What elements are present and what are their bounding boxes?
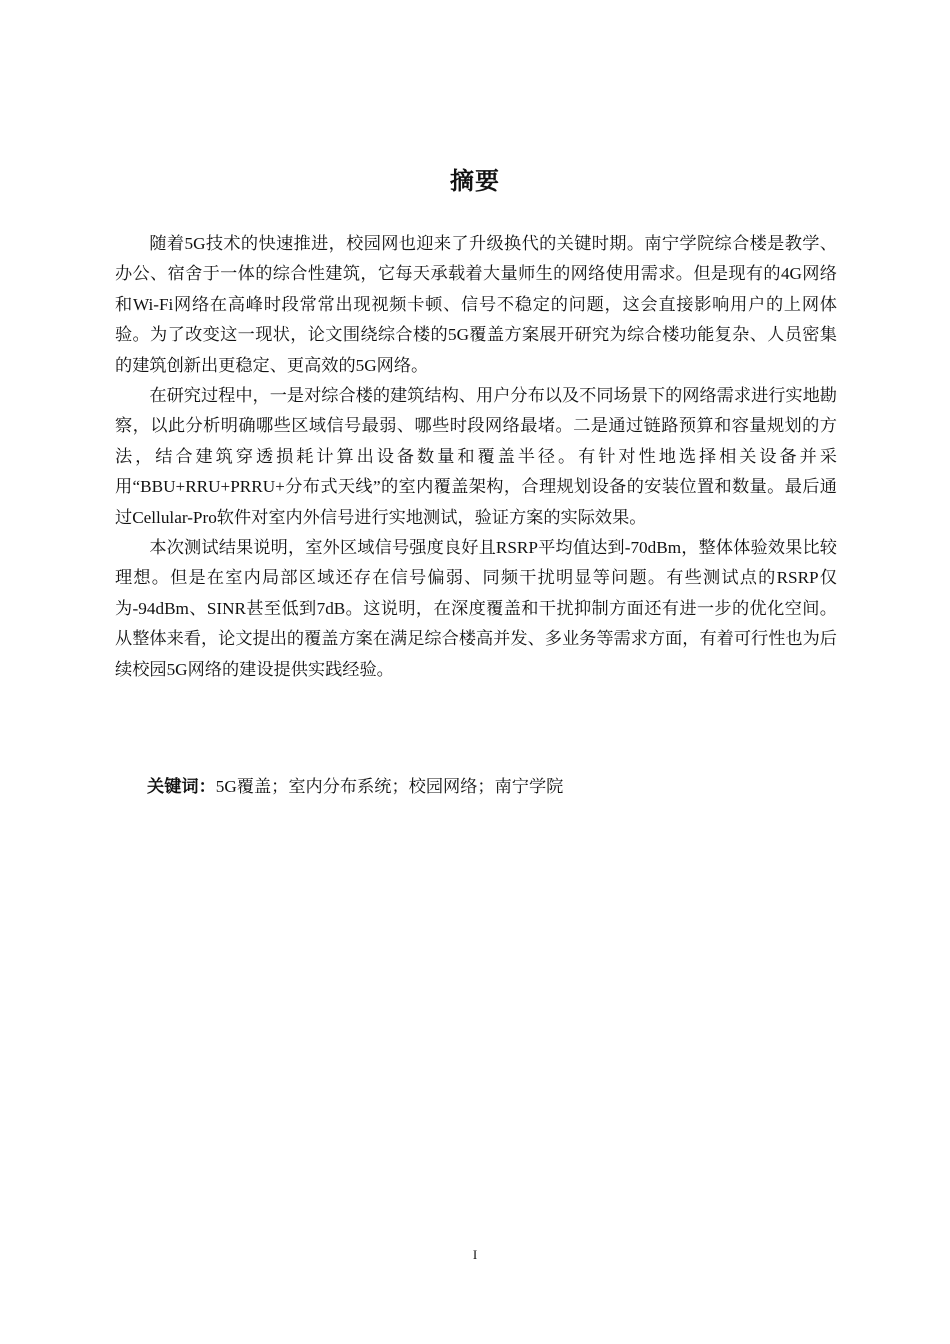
keywords-text: 5G覆盖；室内分布系统；校园网络；南宁学院 [215,777,564,796]
keywords-label: 关键词： [147,777,216,797]
abstract-title: 摘要 [450,167,500,195]
abstract-body [115,229,837,685]
abstract-paragraph-1: 随着5G技术的快速推进，校园网也迎来了升级换代的关键时期。南宁学院综合楼是教学、办公、宿舍于一体的综合性建筑，它每天承载着大量师生的网络使用需求。但是现有的4G网络和Wi-Fi网络在高峰时段常常出现视频卡顿、信号不稳定的问题，这会直接影响用户的上网体验。为了改变这一现状，论文围绕综合楼的5G覆盖方案展开研究为综合楼功能复杂、人员密集的建筑创新出更稳定、更高效的5G网络。 [115,234,837,375]
keywords-line [147,772,837,802]
abstract-paragraph-2: 在研究过程中，一是对综合楼的建筑结构、用户分布以及不同场景下的网络需求进行实地勘察，以此分析明确哪些区域信号最弱、哪些时段网络最堵。二是通过链路预算和容量规划的方法，结合建筑穿透损耗计算出设备数量和覆盖半径。有针对性地选择相关设备并采用“BBU+RRU+PRRU+分布式天线”的室内覆盖架构，合理规划设备的安装位置和数量。最后通过Cellular-Pro软件对室内外信号进行实地测试，验证方案的实际效果。 [115,386,837,527]
page-number: I [472,1247,478,1262]
abstract-paragraph-3: 本次测试结果说明，室外区域信号强度良好且RSRP平均值达到-70dBm，整体体验效果比较理想。但是在室内局部区域还存在信号偏弱、同频干扰明显等问题。有些测试点的RSRP仅为-94dBm、SINR甚至低到7dB。这说明，在深度覆盖和干扰抑制方面还有进一步的优化空间。从整体来看，论文提出的覆盖方案在满足综合楼高并发、多业务等需求方面，有着可行性也为后续校园5G网络的建设提供实践经验。 [115,538,837,679]
